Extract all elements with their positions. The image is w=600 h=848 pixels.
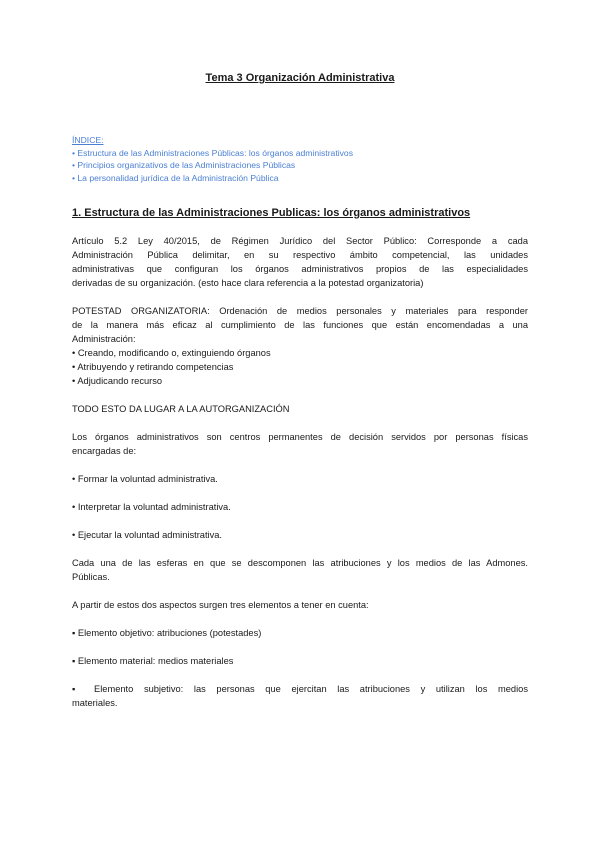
document-title: Tema 3 Organización Administrativa [205,72,395,84]
potestad-paragraph [72,305,528,388]
list-item: • Atribuyendo y retirando competencias [72,361,234,372]
index-item[interactable]: • Principios organizativos de las Administraciones Públicas [72,160,296,171]
list-item: • Creando, modificando o, extinguiendo órganos [72,347,271,358]
text-line: encargadas de: [72,445,137,456]
text-line: derivadas de su organización. (esto hace clara referencia a la potestad organizatoria) [72,277,424,288]
autorganizacion-line: TODO ESTO DA LUGAR A LA AUTORGANIZACIÓN [72,404,290,414]
organos-paragraph [72,431,528,459]
partir-line: A partir de estos dos aspectos surgen tres elementos a tener en cuenta: [72,600,369,610]
text-line: Administración Pública delimitar, en su respectivo ámbito competencial, las unidades [72,249,528,260]
index-heading: ÍNDICE: [72,135,104,145]
esferas-paragraph [72,557,528,585]
index-item[interactable]: • Estructura de las Administraciones Públicas: los órganos administrativos [72,147,354,158]
article-paragraph [72,235,528,291]
list-item: • Ejecutar la voluntad administrativa. [72,530,223,540]
text-line: administrativas que configuran los órganos administrativos propios de las especialidades [72,263,528,274]
section-heading: 1. Estructura de las Administraciones Publicas: los órganos administrativos [72,207,471,219]
text-line: POTESTAD ORGANIZATORIA: Ordenación de medios personales y materiales para responder [72,306,528,316]
text-line: Artículo 5.2 Ley 40/2015, de Régimen Jurídico del Sector Público: Corresponde a cada [72,236,528,246]
text-line: materiales. [72,697,118,708]
text-line: Públicas. [72,571,110,582]
text-line: de la manera más eficaz al cumplimiento de las funciones que están encomendadas a una [72,319,528,330]
list-item: ▪ Elemento material: medios materiales [72,656,234,666]
text-line: Administración: [72,333,136,344]
list-item: • Formar la voluntad administrativa. [72,474,218,484]
index-item[interactable]: • La personalidad jurídica de la Administración Pública [72,172,279,183]
text-line: ▪ Elemento subjetivo: las personas que ejercitan las atribuciones y utilizan los medios [72,684,528,694]
text-line: Cada una de las esferas en que se descomponen las atribuciones y los medios de las Admones. [72,558,528,568]
list-item: • Adjudicando recurso [72,375,163,386]
table-of-contents [72,134,532,184]
list-item: ▪ Elemento objetivo: atribuciones (potestades) [72,628,262,638]
text-line: Los órganos administrativos son centros permanentes de decisión servidos por personas físicas [72,432,528,442]
subjetivo-paragraph [72,683,528,711]
list-item: • Interpretar la voluntad administrativa. [72,502,231,512]
